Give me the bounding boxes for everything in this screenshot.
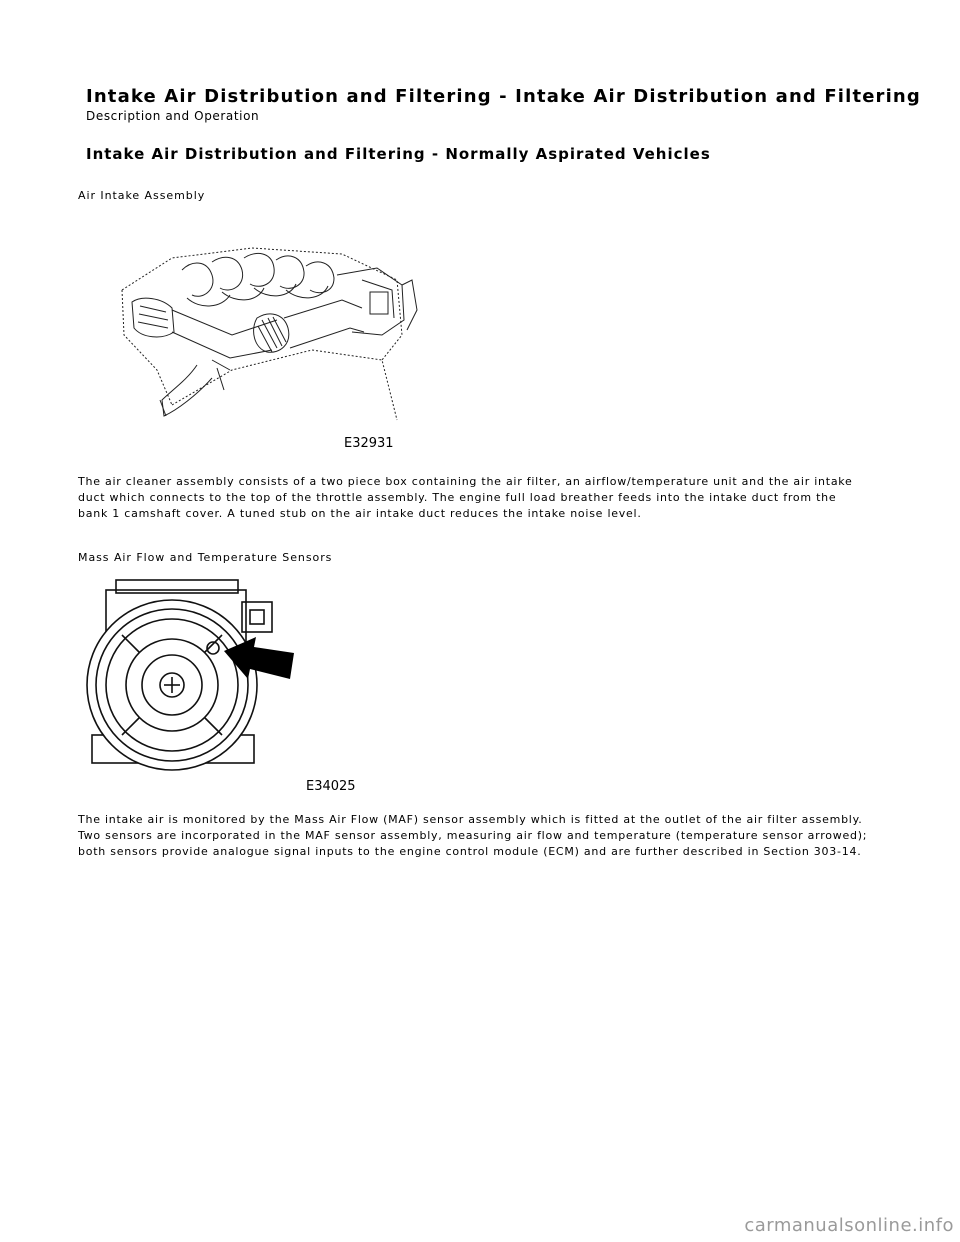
page-subtitle: Description and Operation <box>86 109 260 123</box>
maf-sensor-figure <box>84 575 384 800</box>
air-intake-figure-label: E32931 <box>344 436 394 451</box>
air-intake-drawing <box>112 240 442 455</box>
air-intake-heading: Air Intake Assembly <box>78 189 206 202</box>
maf-paragraph: The intake air is monitored by the Mass Air Flow (MAF) sensor assembly which is fitted at the outlet of the air filter assembly. Two sensors are incorporated in the MAF sensor assembly, measuring air flow and temperature (temperature sensor arrowed); both sensors provide analogue signal inputs to the engine control module (ECM) and are further described in Section 303-14. <box>78 813 868 858</box>
air-intake-figure <box>112 240 442 455</box>
maf-heading: Mass Air Flow and Temperature Sensors <box>78 551 333 564</box>
maf-sensor-drawing <box>84 575 384 800</box>
page-title: Intake Air Distribution and Filtering - Intake Air Distribution and Filtering <box>86 86 921 107</box>
maf-figure-label: E34025 <box>306 779 356 794</box>
air-intake-paragraph: The air cleaner assembly consists of a two piece box containing the air filter, an airflow/temperature unit and the air intake duct which connects to the top of the throttle assembly. The engine full load breather feeds into the intake duct from the bank 1 camshaft cover. A tuned stub on the air intake duct reduces the intake noise level. <box>78 475 853 520</box>
watermark: carmanualsonline.info <box>744 1215 954 1236</box>
section-heading: Intake Air Distribution and Filtering - Normally Aspirated Vehicles <box>86 145 711 163</box>
